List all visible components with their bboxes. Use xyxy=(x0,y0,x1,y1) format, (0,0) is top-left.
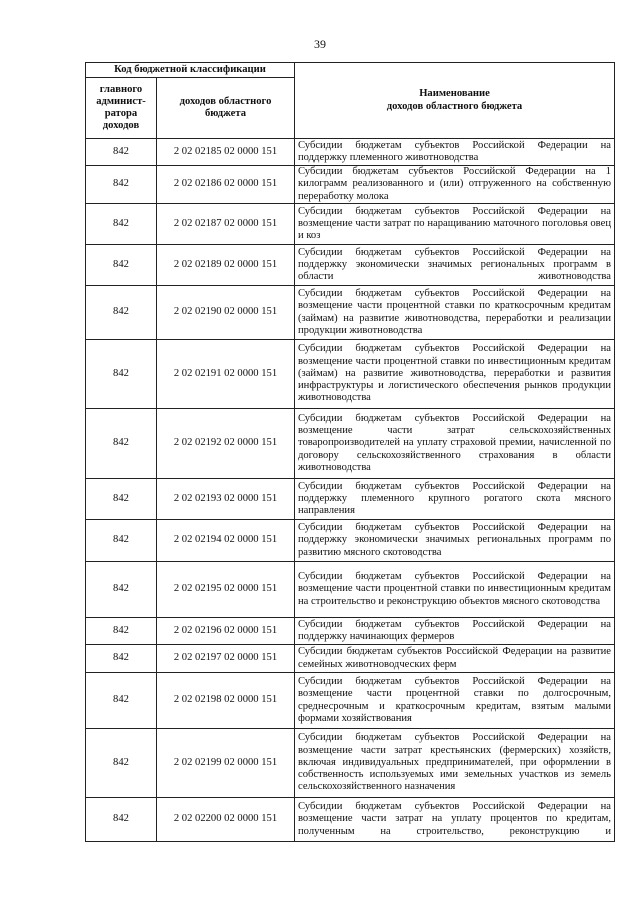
admin-code-cell: 842 xyxy=(86,286,157,340)
income-name-cell: Субсидии бюджетам субъектов Российской Федерации на возмещение части процентной ставки по инвестиционным кредитам (займам) на развитие животноводства, переработки и развития инфраструктуры и логистического обеспечения рынков продукции животноводства xyxy=(295,340,615,409)
admin-code-cell: 842 xyxy=(86,245,157,286)
table-row xyxy=(86,729,615,798)
table-row xyxy=(86,618,615,645)
income-code-cell: 2 02 02194 02 0000 151 xyxy=(157,520,295,562)
income-code-cell: 2 02 02185 02 0000 151 xyxy=(157,139,295,166)
income-code-cell: 2 02 02200 02 0000 151 xyxy=(157,798,295,842)
admin-code-cell: 842 xyxy=(86,520,157,562)
income-name-cell: Субсидии бюджетам субъектов Российской Федерации на возмещение части затрат крестьянских (фермерских) хозяйств, включая индивидуальных предпринимателей, при оформлении в собственность используемых ими земельных участков из земель сельскохозяйственного назначения xyxy=(295,729,615,798)
admin-code-cell: 842 xyxy=(86,409,157,479)
table-row xyxy=(86,479,615,520)
table-row xyxy=(86,798,615,842)
income-name-cell: Субсидии бюджетам субъектов Российской Федерации на возмещение части затрат сельскохозяйственных товаропроизводителей на уплату страховой премии, начисленной по договору сельскохозяйственного страхования в области животноводства xyxy=(295,409,615,479)
admin-code-cell: 842 xyxy=(86,618,157,645)
admin-code-cell: 842 xyxy=(86,562,157,618)
admin-code-cell: 842 xyxy=(86,139,157,166)
admin-code-cell: 842 xyxy=(86,479,157,520)
table-row xyxy=(86,340,615,409)
column-header-admin: главного админист-ратора доходов xyxy=(86,78,157,139)
income-code-cell: 2 02 02195 02 0000 151 xyxy=(157,562,295,618)
income-code-cell: 2 02 02193 02 0000 151 xyxy=(157,479,295,520)
table-row xyxy=(86,520,615,562)
income-code-cell: 2 02 02186 02 0000 151 xyxy=(157,166,295,204)
page-number: 39 xyxy=(314,37,326,51)
income-code-cell: 2 02 02190 02 0000 151 xyxy=(157,286,295,340)
table-row xyxy=(86,562,615,618)
column-header-code: доходов областного бюджета xyxy=(157,78,295,139)
income-name-cell: Субсидии бюджетам субъектов Российской Федерации на возмещение части процентной ставки по долгосрочным, среднесрочным и краткосрочным кредитам, взятым малыми формами хозяйствования xyxy=(295,673,615,729)
table-row xyxy=(86,673,615,729)
group-header-budget-classification: Код бюджетной классификации xyxy=(86,63,295,78)
income-name-cell: Субсидии бюджетам субъектов Российской Федерации на возмещение части процентной ставки по краткосрочным кредитам (займам) на развитие животноводства, переработки и реализации продукции животноводства xyxy=(295,286,615,340)
column-header-name-line2: доходов областного бюджета xyxy=(386,100,523,112)
table-row xyxy=(86,645,615,673)
admin-code-cell: 842 xyxy=(86,340,157,409)
table-row xyxy=(86,409,615,479)
income-name-cell: Субсидии бюджетам субъектов Российской Федерации на поддержку начинающих фермеров xyxy=(295,618,615,645)
admin-code-cell: 842 xyxy=(86,729,157,798)
table-row xyxy=(86,166,615,204)
income-name-cell: Субсидии бюджетам субъектов Российской Федерации на поддержку племенного крупного рогатого скота мясного направления xyxy=(295,479,615,520)
income-code-cell: 2 02 02198 02 0000 151 xyxy=(157,673,295,729)
budget-classification-table xyxy=(85,62,615,842)
column-header-name-line1: Наименование xyxy=(419,88,490,100)
table-row xyxy=(86,286,615,340)
income-code-cell: 2 02 02192 02 0000 151 xyxy=(157,409,295,479)
income-name-cell: Субсидии бюджетам субъектов Российской Федерации на поддержку племенного животноводства xyxy=(295,139,615,166)
admin-code-cell: 842 xyxy=(86,645,157,673)
admin-code-cell: 842 xyxy=(86,798,157,842)
income-name-cell: Субсидии бюджетам субъектов Российской Федерации на возмещение части процентной ставки по инвестиционным кредитам на строительство и реконструкцию объектов мясного скотоводства xyxy=(295,562,615,618)
admin-code-cell: 842 xyxy=(86,204,157,245)
income-name-cell: Субсидии бюджетам субъектов Российской Федерации на возмещение части затрат по наращиванию маточного поголовья овец и коз xyxy=(295,204,615,245)
table-row xyxy=(86,245,615,286)
column-header-name xyxy=(295,63,615,139)
income-name-cell: Субсидии бюджетам субъектов Российской Федерации на развитие семейных животноводческих ферм xyxy=(295,645,615,673)
admin-code-cell: 842 xyxy=(86,166,157,204)
income-name-cell: Субсидии бюджетам субъектов Российской Федерации на поддержку экономически значимых региональных программ по развитию мясного скотоводства xyxy=(295,520,615,562)
income-code-cell: 2 02 02187 02 0000 151 xyxy=(157,204,295,245)
table-row xyxy=(86,204,615,245)
income-code-cell: 2 02 02189 02 0000 151 xyxy=(157,245,295,286)
income-code-cell: 2 02 02196 02 0000 151 xyxy=(157,618,295,645)
income-code-cell: 2 02 02191 02 0000 151 xyxy=(157,340,295,409)
income-name-cell: Субсидии бюджетам субъектов Российской Федерации на 1 килограмм реализованного и (или) отгруженного на собственную переработку молока xyxy=(295,166,615,204)
income-name-cell: Субсидии бюджетам субъектов Российской Федерации на поддержку экономически значимых региональных программ в области животноводства xyxy=(295,245,615,286)
income-code-cell: 2 02 02199 02 0000 151 xyxy=(157,729,295,798)
income-name-cell: Субсидии бюджетам субъектов Российской Федерации на возмещение части затрат на уплату процентов по кредитам, полученным на строительство, реконструкцию и xyxy=(295,798,615,842)
admin-code-cell: 842 xyxy=(86,673,157,729)
table-row xyxy=(86,139,615,166)
income-code-cell: 2 02 02197 02 0000 151 xyxy=(157,645,295,673)
